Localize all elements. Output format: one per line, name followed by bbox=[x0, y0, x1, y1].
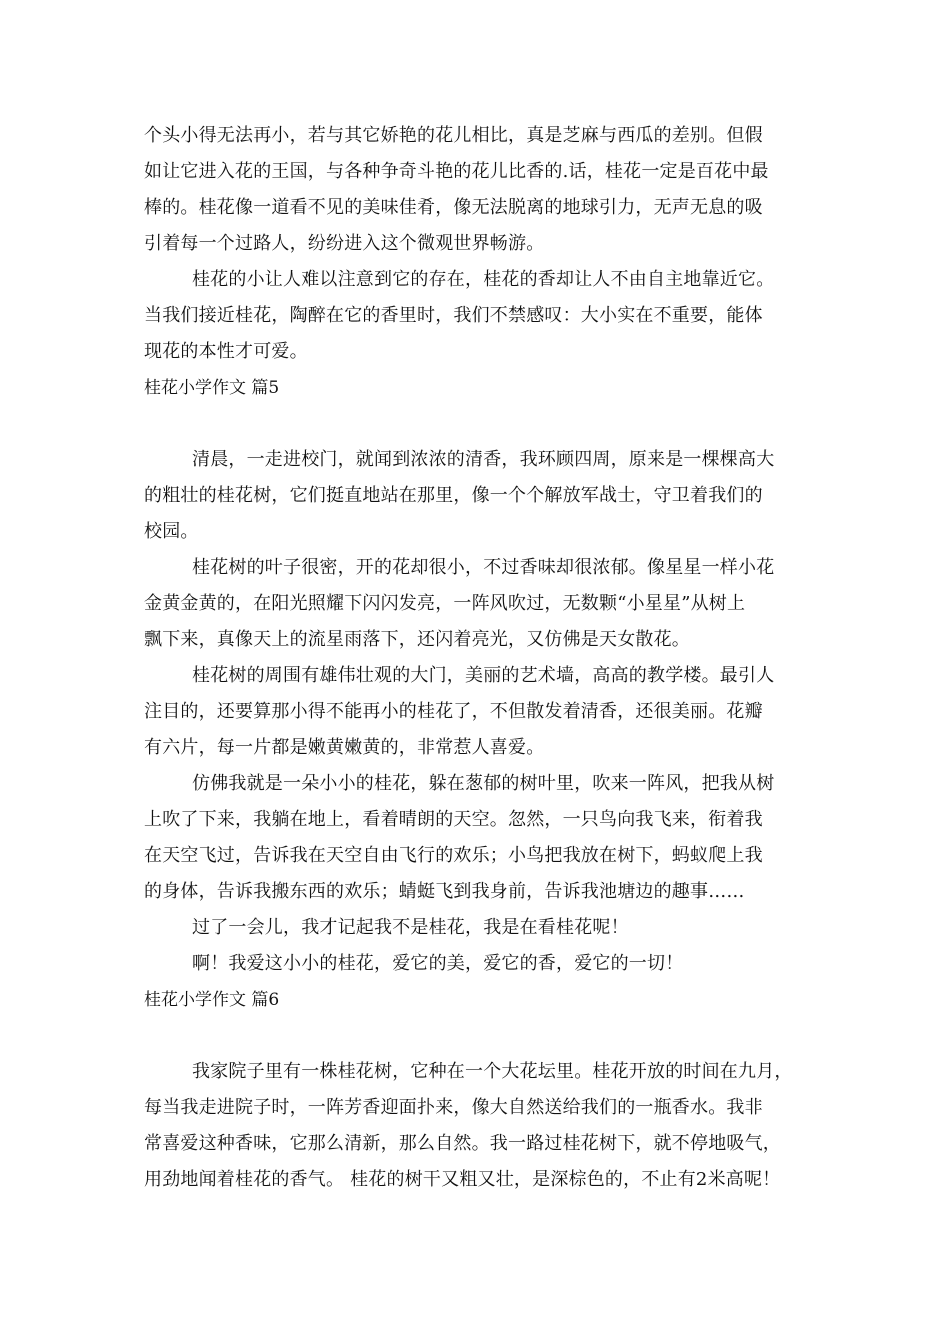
text-line: 的身体，告诉我搬东西的欢乐；蜻蜓飞到我身前，告诉我池塘边的趣事…… bbox=[144, 881, 745, 902]
text-line: 清晨，一走进校门，就闻到浓浓的清香，我环顾四周，原来是一棵棵高大 bbox=[192, 449, 775, 470]
paragraph bbox=[144, 766, 824, 910]
paragraph bbox=[144, 658, 824, 766]
text-line: 在天空飞过，告诉我在天空自由飞行的欢乐；小鸟把我放在树下，蚂蚁爬上我 bbox=[144, 845, 763, 866]
text-line: 仿佛我就是一朵小小的桂花，躲在葱郁的树叶里，吹来一阵风，把我从树 bbox=[192, 773, 775, 794]
text-line: 过了一会儿，我才记起我不是桂花，我是在看桂花呢！ bbox=[192, 917, 629, 938]
text-line: 棒的。桂花像一道看不见的美味佳肴，像无法脱离的地球引力，无声无息的吸 bbox=[144, 197, 763, 218]
blank-line bbox=[144, 406, 824, 442]
paragraph bbox=[144, 946, 824, 982]
text-line: 用劲地闻着桂花的香气。 桂花的树干又粗又壮，是深棕色的，不止有2米高呢！ bbox=[144, 1169, 781, 1190]
text-line: 每当我走进院子时，一阵芳香迎面扑来，像大自然送给我们的一瓶香水。我非 bbox=[144, 1097, 763, 1118]
text-line: 啊！我爱这小小的桂花，爱它的美，爱它的香，爱它的一切！ bbox=[192, 953, 684, 974]
text-line: 校园。 bbox=[144, 521, 199, 542]
text-line: 桂花树的叶子很密，开的花却很小，不过香味却很浓郁。像星星一样小花 bbox=[192, 557, 775, 578]
text-line: 有六片，每一片都是嫩黄嫩黄的，非常惹人喜爱。 bbox=[144, 737, 545, 758]
section-heading: 桂花小学作文 篇6 bbox=[144, 990, 280, 1010]
paragraph bbox=[144, 262, 824, 370]
text-line: 桂花的小让人难以注意到它的存在，桂花的香却让人不由自主地靠近它。 bbox=[192, 269, 775, 290]
text-line: 如让它进入花的王国，与各种争奇斗艳的花儿比香的.话，桂花一定是百花中最 bbox=[144, 161, 769, 182]
text-line: 个头小得无法再小，若与其它娇艳的花儿相比，真是芝麻与西瓜的差别。但假 bbox=[144, 125, 763, 146]
text-line: 当我们接近桂花，陶醉在它的香里时，我们不禁感叹：大小实在不重要，能体 bbox=[144, 305, 763, 326]
text-line: 飘下来，真像天上的流星雨落下，还闪着亮光，又仿佛是天女散花。 bbox=[144, 629, 690, 650]
text-line: 桂花树的周围有雄伟壮观的大门，美丽的艺术墙，高高的教学楼。最引人 bbox=[192, 665, 775, 686]
document-page bbox=[144, 118, 824, 1198]
text-line: 现花的本性才可爱。 bbox=[144, 341, 308, 362]
paragraph bbox=[144, 118, 824, 262]
paragraph bbox=[144, 442, 824, 550]
text-line: 我家院子里有一株桂花树，它种在一个大花坛里。桂花开放的时间在九月， bbox=[192, 1061, 793, 1082]
text-line: 常喜爱这种香味，它那么清新，那么自然。我一路过桂花树下，就不停地吸气， bbox=[144, 1133, 781, 1154]
text-line: 注目的，还要算那小得不能再小的桂花了，不但散发着清香，还很美丽。花瓣 bbox=[144, 701, 763, 722]
text-line: 金黄金黄的，在阳光照耀下闪闪发亮，一阵风吹过，无数颗“小星星”从树上 bbox=[144, 593, 746, 614]
paragraph bbox=[144, 910, 824, 946]
blank-line bbox=[144, 1018, 824, 1054]
text-line: 引着每一个过路人，纷纷进入这个微观世界畅游。 bbox=[144, 233, 545, 254]
text-line: 的粗壮的桂花树，它们挺直地站在那里，像一个个解放军战士，守卫着我们的 bbox=[144, 485, 763, 506]
paragraph bbox=[144, 550, 824, 658]
text-line: 上吹了下来，我躺在地上，看着晴朗的天空。忽然，一只鸟向我飞来，衔着我 bbox=[144, 809, 763, 830]
section-heading: 桂花小学作文 篇5 bbox=[144, 378, 280, 398]
paragraph bbox=[144, 1054, 824, 1198]
